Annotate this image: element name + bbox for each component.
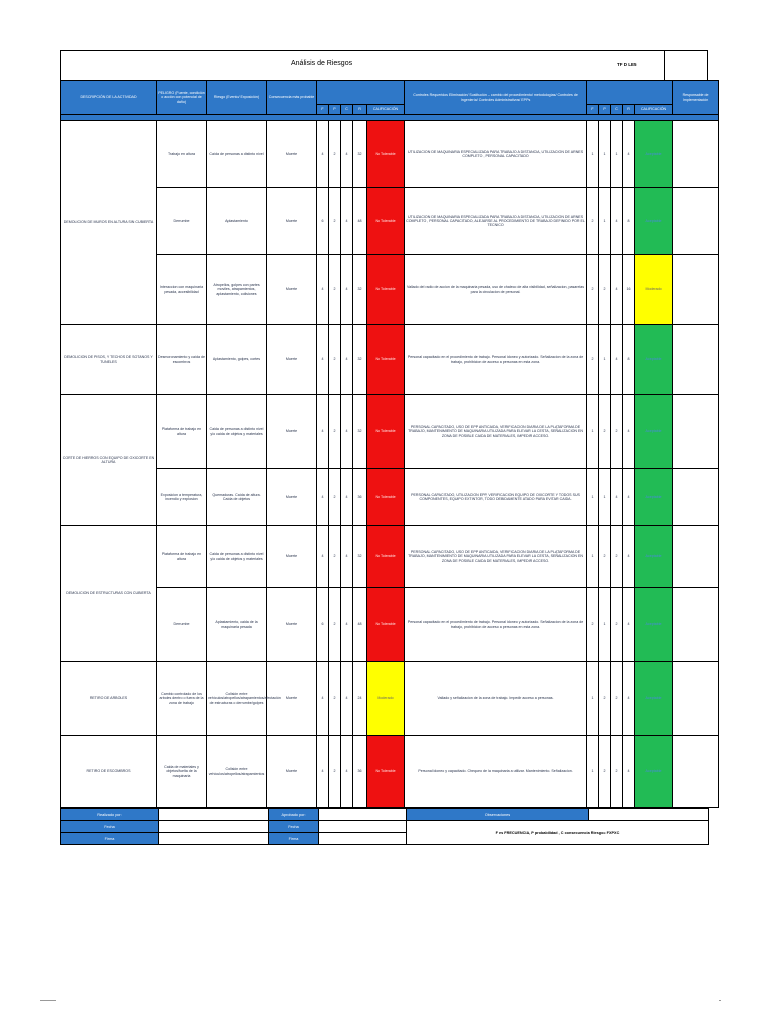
date-field[interactable] <box>159 821 269 833</box>
r2-cell: 4 <box>623 469 635 526</box>
controls-cell: Vallado del radio de accion de la maquinaria pesada, uso de chaleco de alta visibilidad, señalizacion, pasarelas para la circulacion de personal. <box>405 255 587 325</box>
risk-cell: Caida de personas a distinto nivel y/o caida de objetos y materiales <box>207 526 267 588</box>
f2-cell: 1 <box>587 395 599 469</box>
p2-cell: 1 <box>599 325 611 395</box>
rating2-cell: Aceptable <box>635 588 673 662</box>
rating-cell: Moderado <box>367 662 405 736</box>
col-r: R <box>353 104 367 114</box>
risk-cell: Atropellos, golpes con partes moviles, atrapamientos, aplastamiento, colisiones <box>207 255 267 325</box>
controls-cell: Personal capacitado en el procedimiento de trabajo. Personal idoneo y autorizado. Señalizacion de la zona de trabajo, prohibicion de acceso a personas en esta zona. <box>405 588 587 662</box>
f-cell: 4 <box>317 662 329 736</box>
c2-cell: 2 <box>611 395 623 469</box>
col-hazard: PELIGRO (Fuente, condición o acción con potencial de daño) <box>157 81 207 115</box>
date-label: Fecha <box>61 821 159 833</box>
rating-cell: No Tolerable <box>367 188 405 255</box>
table-row <box>61 588 719 662</box>
rating2-cell: Aceptable <box>635 662 673 736</box>
p-cell: 2 <box>329 188 341 255</box>
rating2-cell: Aceptable <box>635 121 673 188</box>
table-row <box>61 469 719 526</box>
rating-cell: No Tolerable <box>367 588 405 662</box>
c-cell: 4 <box>341 255 353 325</box>
activity-cell: RETIRO DE ESCOMBROS <box>61 736 157 808</box>
responsible-cell <box>673 255 719 325</box>
rating2-cell: Aceptable <box>635 526 673 588</box>
r2-cell: 4 <box>623 662 635 736</box>
c2-cell: 4 <box>611 188 623 255</box>
controls-cell: PERSONAL CAPACITADO, USO DE EPP ANTICAIDA, VERIFICACION DIARIA DE LA PLATAFORMA DE TRABAJO, MANTENIMIENTO DE MAQUINARIA UTILIZADA PARA ELEVAR LA CESTA, SEÑALIZACION EN ZONA DE POSIBLE CAIDA DE MATERIALES, IMPEDIR ACCESO. <box>405 526 587 588</box>
f-cell: 6 <box>317 188 329 255</box>
col-f2: F <box>587 104 599 114</box>
activity-cell: DEMOLICION DE MUROS EN ALTURA SIN CUBIERTA <box>61 121 157 325</box>
p2-cell: 1 <box>599 588 611 662</box>
r2-cell: 4 <box>623 121 635 188</box>
hazard-cell: Desmoronamiento y caída de escombros <box>157 325 207 395</box>
c2-cell: 4 <box>611 325 623 395</box>
risk-cell: Colisión entre vehículos/atropellos/atrapamientos/afectación de estructuras o derrumbe/golpes <box>207 662 267 736</box>
col-activity: DESCRIPCIÓN DE LA ACTIVIDAD <box>61 81 157 115</box>
consequence-cell: Muerte <box>267 395 317 469</box>
c-cell: 4 <box>341 188 353 255</box>
f-cell: 4 <box>317 469 329 526</box>
c2-cell: 1 <box>611 121 623 188</box>
responsible-cell <box>673 188 719 255</box>
rating-cell: No Tolerable <box>367 469 405 526</box>
responsible-cell <box>673 395 719 469</box>
f2-cell: 1 <box>587 736 599 808</box>
p2-cell: 1 <box>599 469 611 526</box>
col-initial-eval <box>317 81 405 105</box>
f-cell: 6 <box>317 588 329 662</box>
col-c2: C <box>611 104 623 114</box>
activity-cell: CORTE DE HIERROS CON EQUIPO DE OXICORTE EN ALTURA <box>61 395 157 526</box>
col-controls: Controles Requeridos Eliminación/ Sustitución – cambio del procedimiento/ metodologías/ Controles de Ingeniería/ Controles Administrativos/ EPPs <box>405 81 587 115</box>
f2-cell: 2 <box>587 588 599 662</box>
r2-cell: 4 <box>623 526 635 588</box>
rating2-cell: Aceptable <box>635 469 673 526</box>
table-row <box>61 255 719 325</box>
rating2-cell: Moderado <box>635 255 673 325</box>
risk-cell: Aplastamiento <box>207 188 267 255</box>
col-rating2: CALIFICACIÓN <box>635 104 673 114</box>
hazard-cell: Interaccion con maquinaria pesada, accesibilidad <box>157 255 207 325</box>
f-cell: 4 <box>317 325 329 395</box>
consequence-cell: Muerte <box>267 255 317 325</box>
r-cell: 36 <box>353 469 367 526</box>
c2-cell: 2 <box>611 588 623 662</box>
f2-cell: 1 <box>587 662 599 736</box>
p2-cell: 1 <box>599 121 611 188</box>
risk-cell: Aplastamiento, caida de la maquinaria pesada <box>207 588 267 662</box>
activity-cell: DEMOLICION DE PISOS, Y TECHOS DE SOTANOS Y TUNELES <box>61 325 157 395</box>
rating-cell: No Tolerable <box>367 255 405 325</box>
f2-cell: 1 <box>587 526 599 588</box>
c-cell: 4 <box>341 526 353 588</box>
rating-cell: No Tolerable <box>367 736 405 808</box>
consequence-cell: Muerte <box>267 121 317 188</box>
made-by-field[interactable] <box>159 809 269 821</box>
consequence-cell: Muerte <box>267 188 317 255</box>
risk-cell: Colisión entre vehículos/atropellos/atrapamientos <box>207 736 267 808</box>
activity-cell: RETIRO DE ARBOLES <box>61 662 157 736</box>
responsible-cell <box>673 469 719 526</box>
signature-label: Firma <box>61 833 159 845</box>
table-row <box>61 188 719 255</box>
col-responsible: Responsable de Implementación <box>673 81 719 115</box>
p-cell: 2 <box>329 255 341 325</box>
consequence-cell: Muerte <box>267 325 317 395</box>
hazard-cell: Plataforma de trabajo en altura <box>157 526 207 588</box>
table-row <box>61 325 719 395</box>
col-consequence: Consecuencia más probable <box>267 81 317 115</box>
col-residual-eval <box>587 81 673 105</box>
formula-note: F es FRECUENCIA, P probabilidad , C consecuencia Riesgo= FXPXC <box>407 821 709 845</box>
f-cell: 4 <box>317 255 329 325</box>
p-cell: 2 <box>329 588 341 662</box>
consequence-cell: Muerte <box>267 736 317 808</box>
r-cell: 32 <box>353 325 367 395</box>
signature-field[interactable] <box>159 833 269 845</box>
rating-cell: No Tolerable <box>367 526 405 588</box>
hazard-cell: Exposicion a temperatura, incendio y explosion <box>157 469 207 526</box>
r-cell: 48 <box>353 588 367 662</box>
f2-cell: 2 <box>587 325 599 395</box>
col-c: C <box>341 104 353 114</box>
p-cell: 2 <box>329 469 341 526</box>
col-f: F <box>317 104 329 114</box>
table-row <box>61 121 719 188</box>
observations-field[interactable] <box>589 809 709 821</box>
made-by-label: Realizado por: <box>61 809 159 821</box>
responsible-cell <box>673 662 719 736</box>
responsible-cell <box>673 588 719 662</box>
table-row <box>61 662 719 736</box>
c2-cell: 4 <box>611 255 623 325</box>
r-cell: 48 <box>353 188 367 255</box>
table-row <box>61 526 719 588</box>
f2-cell: 1 <box>587 469 599 526</box>
title-row <box>60 50 708 80</box>
responsible-cell <box>673 325 719 395</box>
r-cell: 32 <box>353 255 367 325</box>
hazard-cell: Plataforma de trabajo en altura <box>157 395 207 469</box>
p2-cell: 2 <box>599 736 611 808</box>
controls-cell: Personal capacitado en el procedimiento de trabajo. Personal idoneo y autorizado. Señalizacion de la zona de trabajo, prohibicion de acceso a personas en esta zona. <box>405 325 587 395</box>
rating-cell: No Tolerable <box>367 121 405 188</box>
risk-table <box>60 80 719 808</box>
p-cell: 2 <box>329 662 341 736</box>
hazard-cell: Trabajo en altura <box>157 121 207 188</box>
rating2-cell: Aceptable <box>635 395 673 469</box>
p-cell: 2 <box>329 526 341 588</box>
c-cell: 4 <box>341 469 353 526</box>
risk-cell: Caida de personas a distinto nivel y/o caida de objetos y materiales <box>207 395 267 469</box>
approved-by-field[interactable] <box>319 809 407 821</box>
c2-cell: 2 <box>611 526 623 588</box>
r-cell: 32 <box>353 121 367 188</box>
col-rating: CALIFICACIÓN <box>367 104 405 114</box>
col-p2: P <box>599 104 611 114</box>
controls-cell: Personal idoneo y capacitado. Chequeo de la maquinaria a utilizar. Mantenimiento. Señalizacion. <box>405 736 587 808</box>
consequence-cell: Muerte <box>267 526 317 588</box>
r-cell: 24 <box>353 662 367 736</box>
signature-table <box>60 808 709 845</box>
f-cell: 4 <box>317 736 329 808</box>
hazard-cell: Derrumbe <box>157 188 207 255</box>
page-mark-left <box>40 1000 56 1001</box>
consequence-cell: Muerte <box>267 588 317 662</box>
r2-cell: 8 <box>623 188 635 255</box>
responsible-cell <box>673 526 719 588</box>
f2-cell: 2 <box>587 188 599 255</box>
table-row <box>61 736 719 808</box>
p-cell: 2 <box>329 121 341 188</box>
p-cell: 2 <box>329 325 341 395</box>
col-p: P <box>329 104 341 114</box>
rating2-cell: Aceptable <box>635 325 673 395</box>
col-risk: Riesgo (Evento/ Exposición) <box>207 81 267 115</box>
page-title: Análisis de Riesgos <box>291 60 353 67</box>
consequence-cell: Muerte <box>267 469 317 526</box>
c2-cell: 2 <box>611 736 623 808</box>
rating2-cell: Aceptable <box>635 188 673 255</box>
c-cell: 4 <box>341 736 353 808</box>
f2-cell: 2 <box>587 255 599 325</box>
p2-cell: 2 <box>599 662 611 736</box>
r-cell: 32 <box>353 395 367 469</box>
controls-cell: PERSONAL CAPACITADO, USO DE EPP ANTICAIDA, VERIFICACION DIARIA DE LA PLATAFORMA DE TRABAJO, MANTENIMIENTO DE MAQUINARIA UTILIZADA PARA ELEVAR LA CESTA, SEÑALIZACION EN ZONA DE POSIBLE CAIDA DE MATERIALES, IMPEDIR ACCESO. <box>405 395 587 469</box>
signature2-field[interactable] <box>319 833 407 845</box>
p2-cell: 2 <box>599 526 611 588</box>
p-cell: 2 <box>329 395 341 469</box>
p2-cell: 1 <box>599 188 611 255</box>
r2-cell: 4 <box>623 736 635 808</box>
f2-cell: 1 <box>587 121 599 188</box>
controls-cell: UTILIZACION DE MAQUINARIA ESPECIALIZADA PARA TRABAJO A DISTANCIA, UTILIZACION DE ARNES COMPLETO , PERSONAL CAPACITADO, ALEJARSE AL PROCEDIMIENTO DE TRABAJO DEFINIDO POR EL TECNICO <box>405 188 587 255</box>
c-cell: 4 <box>341 395 353 469</box>
approved-by-label: Aprobado por: <box>269 809 319 821</box>
responsible-cell <box>673 121 719 188</box>
rating-cell: No Tolerable <box>367 395 405 469</box>
r-cell: 36 <box>353 736 367 808</box>
rating-cell: No Tolerable <box>367 325 405 395</box>
rating2-cell: Aceptable <box>635 736 673 808</box>
c-cell: 4 <box>341 662 353 736</box>
risk-cell: Caída de personas a distinto nivel <box>207 121 267 188</box>
r2-cell: 16 <box>623 255 635 325</box>
title-divider <box>664 51 665 81</box>
responsible-cell <box>673 736 719 808</box>
table-row <box>61 395 719 469</box>
hazard-cell: Cambio controlado de los arboles dentro o fuera de la zona de trabajo <box>157 662 207 736</box>
hazard-cell: Derrumbe <box>157 588 207 662</box>
c2-cell: 2 <box>611 662 623 736</box>
c-cell: 4 <box>341 588 353 662</box>
consequence-cell: Muerte <box>267 662 317 736</box>
r-cell: 32 <box>353 526 367 588</box>
page-mark-right <box>719 1000 721 1001</box>
p-cell: 2 <box>329 736 341 808</box>
risk-cell: Quemaduras. Caída de altura. Caída de objetos <box>207 469 267 526</box>
hazard-cell: Caida de materiales y objetos/fuelta de la maquinaria <box>157 736 207 808</box>
r2-cell: 4 <box>623 395 635 469</box>
observations-label: Observaciones <box>407 809 589 821</box>
risk-cell: Aplastamiento, golpes, cortes <box>207 325 267 395</box>
r2-cell: 8 <box>623 325 635 395</box>
col-r2: R <box>623 104 635 114</box>
c2-cell: 4 <box>611 469 623 526</box>
controls-cell: PERSONAL CAPACITADO, UTILIZACION EPP, VERIFICACION EQUIPO DE OXICORTE Y TODOS SUS COMPONENTES, EQUIPO EXTINTOR, TODO DEBIDAMENTE ATADO PARA EVITAR CAIDA. <box>405 469 587 526</box>
signature2-label: Firma <box>269 833 319 845</box>
f-cell: 4 <box>317 395 329 469</box>
r2-cell: 4 <box>623 588 635 662</box>
activity-cell: DEMOLICION DE ESTRUCTURAS CON CUBIERTA <box>61 526 157 662</box>
document-code: TF D LE5 <box>617 62 637 67</box>
controls-cell: Vallado y señalizacion de la zona de trabajo. Impedir acceso a personas. <box>405 662 587 736</box>
c-cell: 4 <box>341 325 353 395</box>
f-cell: 4 <box>317 526 329 588</box>
date2-label: Fecha <box>269 821 319 833</box>
c-cell: 4 <box>341 121 353 188</box>
date2-field[interactable] <box>319 821 407 833</box>
risk-body <box>61 121 719 808</box>
p2-cell: 2 <box>599 395 611 469</box>
f-cell: 4 <box>317 121 329 188</box>
p2-cell: 2 <box>599 255 611 325</box>
controls-cell: UTILIZACION DE MAQUINARIA ESPECIALIZADA PARA TRABAJO A DISTANCIA, UTILIZACION DE ARNES COMPLETO , PERSONAL CAPACITADO <box>405 121 587 188</box>
